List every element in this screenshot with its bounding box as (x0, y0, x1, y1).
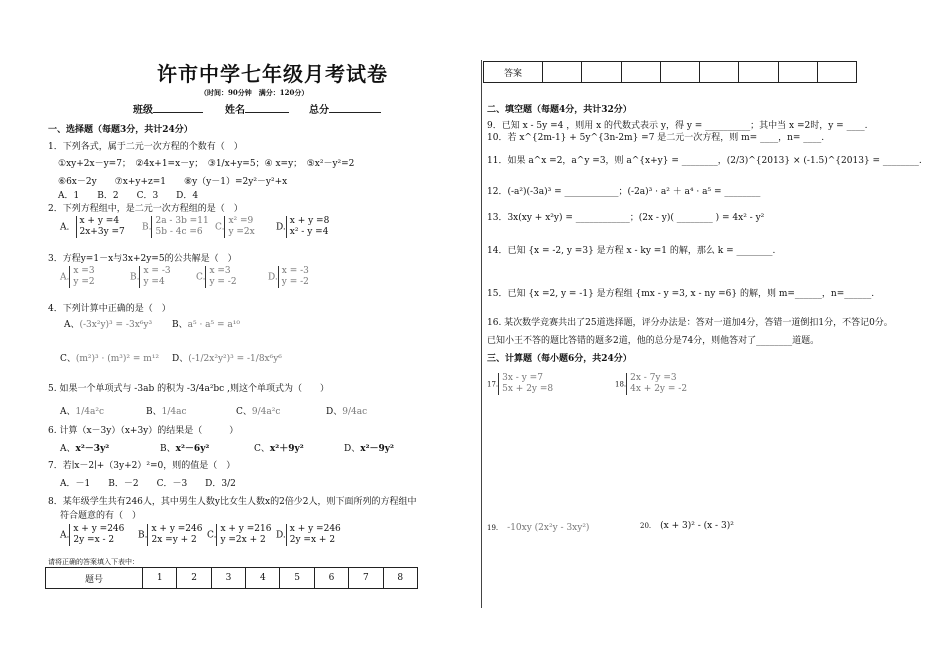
column-divider (481, 60, 482, 608)
q4-option-d: D、(-1/2x²y²)³ = -1/8x⁶y⁶ (172, 354, 282, 364)
section2-heading: 二、填空题（每题4分，共计32分） (487, 105, 632, 115)
q11: 11．如果 a^x =2，a^y =3，则 a^{x+y} = ________，(2/3)^{2013} × (-1.5)^{2013} = ________. (487, 156, 922, 166)
q8-option-b: B.x + y =246 2x =y + 2 (138, 524, 203, 545)
table-cell: 7 (349, 568, 383, 589)
table-cell: 3 (211, 568, 245, 589)
q18: 18.2x - 7y =3 4x + 2y = -2 (615, 373, 688, 394)
answer-row-label: 答案 (484, 62, 543, 83)
q6-option-b: B、x²－6y² (160, 444, 210, 454)
q3-stem: 3．方程y=1－x与3x+2y=5的公共解是（ ） (48, 254, 237, 264)
q2-stem: 2．下列方程组中，是二元一次方程组的是（ ） (48, 204, 243, 214)
q1-items-line2: ⑥6x－2y ⑦x+y+z=1 ⑧y（y－1）=2y²－y²+x (58, 177, 288, 187)
q14: 14．已知 {x = -2, y =3} 是方程 x - ky =1 的解，那么 k = ________. (487, 246, 776, 256)
exam-subtitle: （时间：90分钟 满分：120分） (200, 88, 309, 97)
q3-option-c: C.x =3 y = -2 (196, 266, 237, 287)
q8-option-c: C.x + y =216 y =2x + 2 (207, 524, 272, 545)
q7-stem: 7．若∣x－2∣+（3y+2）²=0，则的值是（ ） (48, 461, 236, 471)
q3-option-b: B.x = -3 y =4 (130, 266, 171, 287)
name-blank[interactable] (245, 112, 289, 113)
answer-cell[interactable] (660, 62, 699, 83)
class-field (133, 101, 203, 116)
table-cell: 8 (383, 568, 417, 589)
answer-cell[interactable] (621, 62, 660, 83)
q16-line2: 已知小王不答的题比答错的题多2道，他的总分是74分，则他答对了________道题。 (487, 336, 820, 346)
table-cell: 1 (143, 568, 177, 589)
table-cell: 2 (177, 568, 211, 589)
answer-cell[interactable] (778, 62, 817, 83)
answer-cell[interactable] (700, 62, 739, 83)
section1-heading: 一、选择题（每题3分，共计24分） (48, 125, 193, 135)
q12: 12．(-a²)(-3a)³ = ____________；(-2a)³ · a² ＋ a⁴ · a⁵ = ________ (487, 187, 761, 197)
q4-option-b: B、a⁵ · a⁵ = a¹⁰ (172, 320, 240, 330)
q6-option-c: C、x²＋9y² (254, 444, 304, 454)
q5-option-d: D、9/4ac (326, 407, 368, 417)
q4-option-a: A、(-3x²y)³ = -3x⁶y³ (64, 320, 153, 330)
class-blank[interactable] (153, 112, 203, 113)
q6-stem: 6. 计算（x－3y）（x+3y）的结果是（ ） (48, 426, 239, 436)
q6-option-a: A、x²－3y² (60, 444, 110, 454)
q8-option-a: A.x + y =246 2y =x - 2 (60, 524, 125, 545)
q5-stem: 5. 如果一个单项式与 -3ab 的积为 -3/4a²bc ,则这个单项式为（ ） (48, 384, 329, 394)
q2-option-c: C.x² =9 y =2x (215, 216, 255, 237)
table-cell: 5 (280, 568, 314, 589)
answer-cell[interactable] (582, 62, 621, 83)
q8-stem-line2: 符合题意的有（ ） (60, 511, 142, 521)
q16-line1: 16. 某次数学竞赛共出了25道选择题，评分办法是：答对一道加4分，答错一道倒扣1分，不答记0分。 (487, 318, 893, 328)
q20: 20. (x + 3)² - (x - 3)² (640, 521, 734, 531)
q6-option-d: D、x²－9y² (344, 444, 394, 454)
answer-cell[interactable] (543, 62, 582, 83)
q10: 10．若 x^{2m-1} + 5y^{3n-2m} =7 是二元一次方程，则 m= ____，n= ____. (487, 133, 825, 143)
q1-stem: 1．下列各式，属于二元一次方程的个数有（ ） (48, 142, 243, 152)
answer-table-header (45, 567, 418, 589)
q8-option-d: D.x + y =246 2y =x + 2 (276, 524, 341, 545)
q2-option-b: B.2a - 3b =11 5b - 4c =6 (142, 216, 209, 237)
answer-cell[interactable] (739, 62, 778, 83)
answer-table-note: 请将正确的答案填入下表中： (48, 558, 139, 566)
page-title: 许市中学七年级月考试卷 (157, 62, 388, 86)
q15: 15．已知 {x =2, y = -1} 是方程组 {mx - y =3, x - ny =6} 的解，则 m=______，n=______. (487, 289, 875, 299)
q1-items-line1: ①xy+2x－y=7； ②4x+1=x－y； ③1/x+y=5；④ x=y； ⑤x²－y²=2 (58, 159, 355, 169)
q4-stem: 4．下列计算中正确的是（ ） (48, 304, 171, 314)
q3-option-a: A.x =3 y =2 (60, 266, 95, 287)
name-label: 姓名 (225, 105, 245, 116)
q5-option-b: B、1/4ac (146, 407, 187, 417)
name-field (225, 101, 289, 116)
q2-option-a: A．x + y =4 2x+3y =7 (60, 216, 125, 237)
answer-cell[interactable] (817, 62, 856, 83)
q19: 19. -10xy (2x²y - 3xy²) (487, 523, 590, 533)
q17: 17.3x - y =7 5x + 2y =8 (487, 373, 554, 394)
q3-option-d: D.x = -3 y = -2 (268, 266, 309, 287)
score-blank[interactable] (329, 112, 381, 113)
answer-table-row (483, 61, 857, 83)
q2-option-d: D.x + y =8 x² - y =4 (276, 216, 330, 237)
q5-option-a: A、1/4a²c (60, 407, 104, 417)
table-cell: 4 (246, 568, 280, 589)
q9: 9．已知 x - 5y =4 ，则用 x 的代数式表示 y，得 y = __________；其中当 x =2时，y = ____. (487, 121, 868, 131)
q7-options: A．－1 B．－2 C．－3 D．3/2 (60, 479, 236, 489)
class-label: 班级 (133, 105, 153, 116)
score-field (309, 101, 381, 116)
q13: 13．3x(xy + x²y) = ____________；(2x - y)( ________ ) = 4x² - y² (487, 213, 765, 223)
table-cell: 题号 (46, 568, 143, 589)
section3-heading: 三、计算题（每小题6分，共24分） (487, 354, 632, 364)
table-cell: 6 (314, 568, 348, 589)
score-label: 总分 (309, 105, 329, 116)
q1-options: A．1 B．2 C．3 D．4 (58, 191, 199, 201)
q8-stem-line1: 8．某年级学生共有246人，其中男生人数y比女生人数x的2倍少2人，则下面所列的方程组中 (48, 497, 417, 507)
q4-option-c: C、(m²)³ · (m³)² = m¹² (60, 354, 160, 364)
q5-option-c: C、9/4a²c (236, 407, 281, 417)
